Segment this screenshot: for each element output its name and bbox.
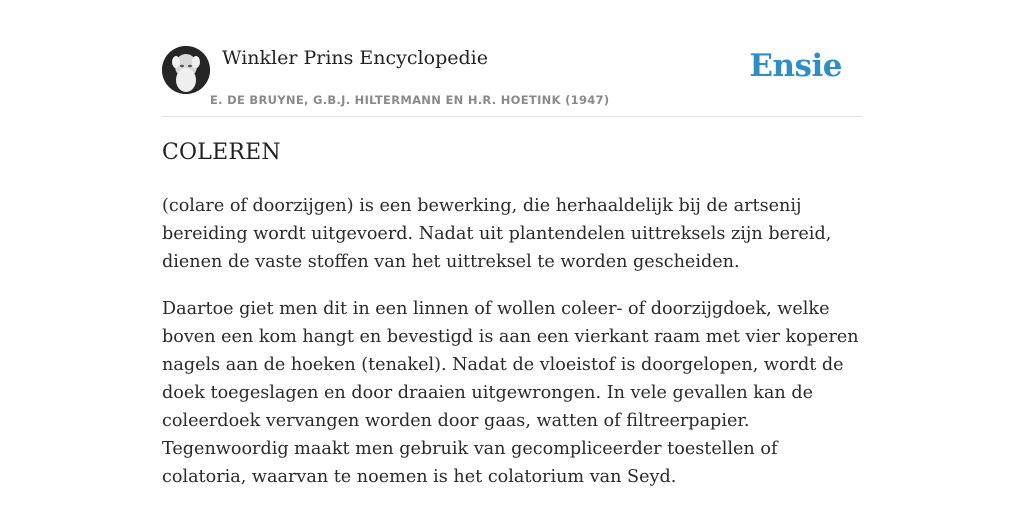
paragraph: Daartoe giet men dit in een linnen of wollen coleer- of doorzijgdoek, welke boven een kom hangt en bevestigd is aan een vierkant raam met vier koperen nagels aan de hoeken (tenakel). Nadat de vloeistof is doorgelopen, wordt de doek toegeslagen en door draaien uitgewrongen. In vele gevallen kan de coleerdoek vervangen worden door gaas, watten of filtreerpapier. Tegenwoordig maakt men gebruik van gecompliceerder toestellen of colatoria, waarvan te noemen is het colatorium van Seyd. [162, 299, 859, 487]
paragraph: (colare of doorzijgen) is een bewerking, die herhaaldelijk bij de artsenij bereiding wordt uitgevoerd. Nadat uit plantendelen uittreksels zijn bereid, dienen de vaste stoffen van het uittreksel te worden gescheiden. [162, 196, 832, 272]
brand-logo[interactable]: Ensie [749, 48, 842, 84]
author-avatar[interactable] [162, 46, 210, 94]
source-title[interactable]: Winkler Prins Encyclopedie [222, 47, 488, 69]
article-body [162, 192, 862, 510]
article-headword: COLEREN [162, 140, 281, 165]
source-header [162, 46, 862, 117]
portrait-icon [162, 46, 210, 94]
authors-line: E. DE BRUYNE, G.B.J. HILTERMANN EN H.R. HOETINK (1947) [210, 93, 610, 107]
